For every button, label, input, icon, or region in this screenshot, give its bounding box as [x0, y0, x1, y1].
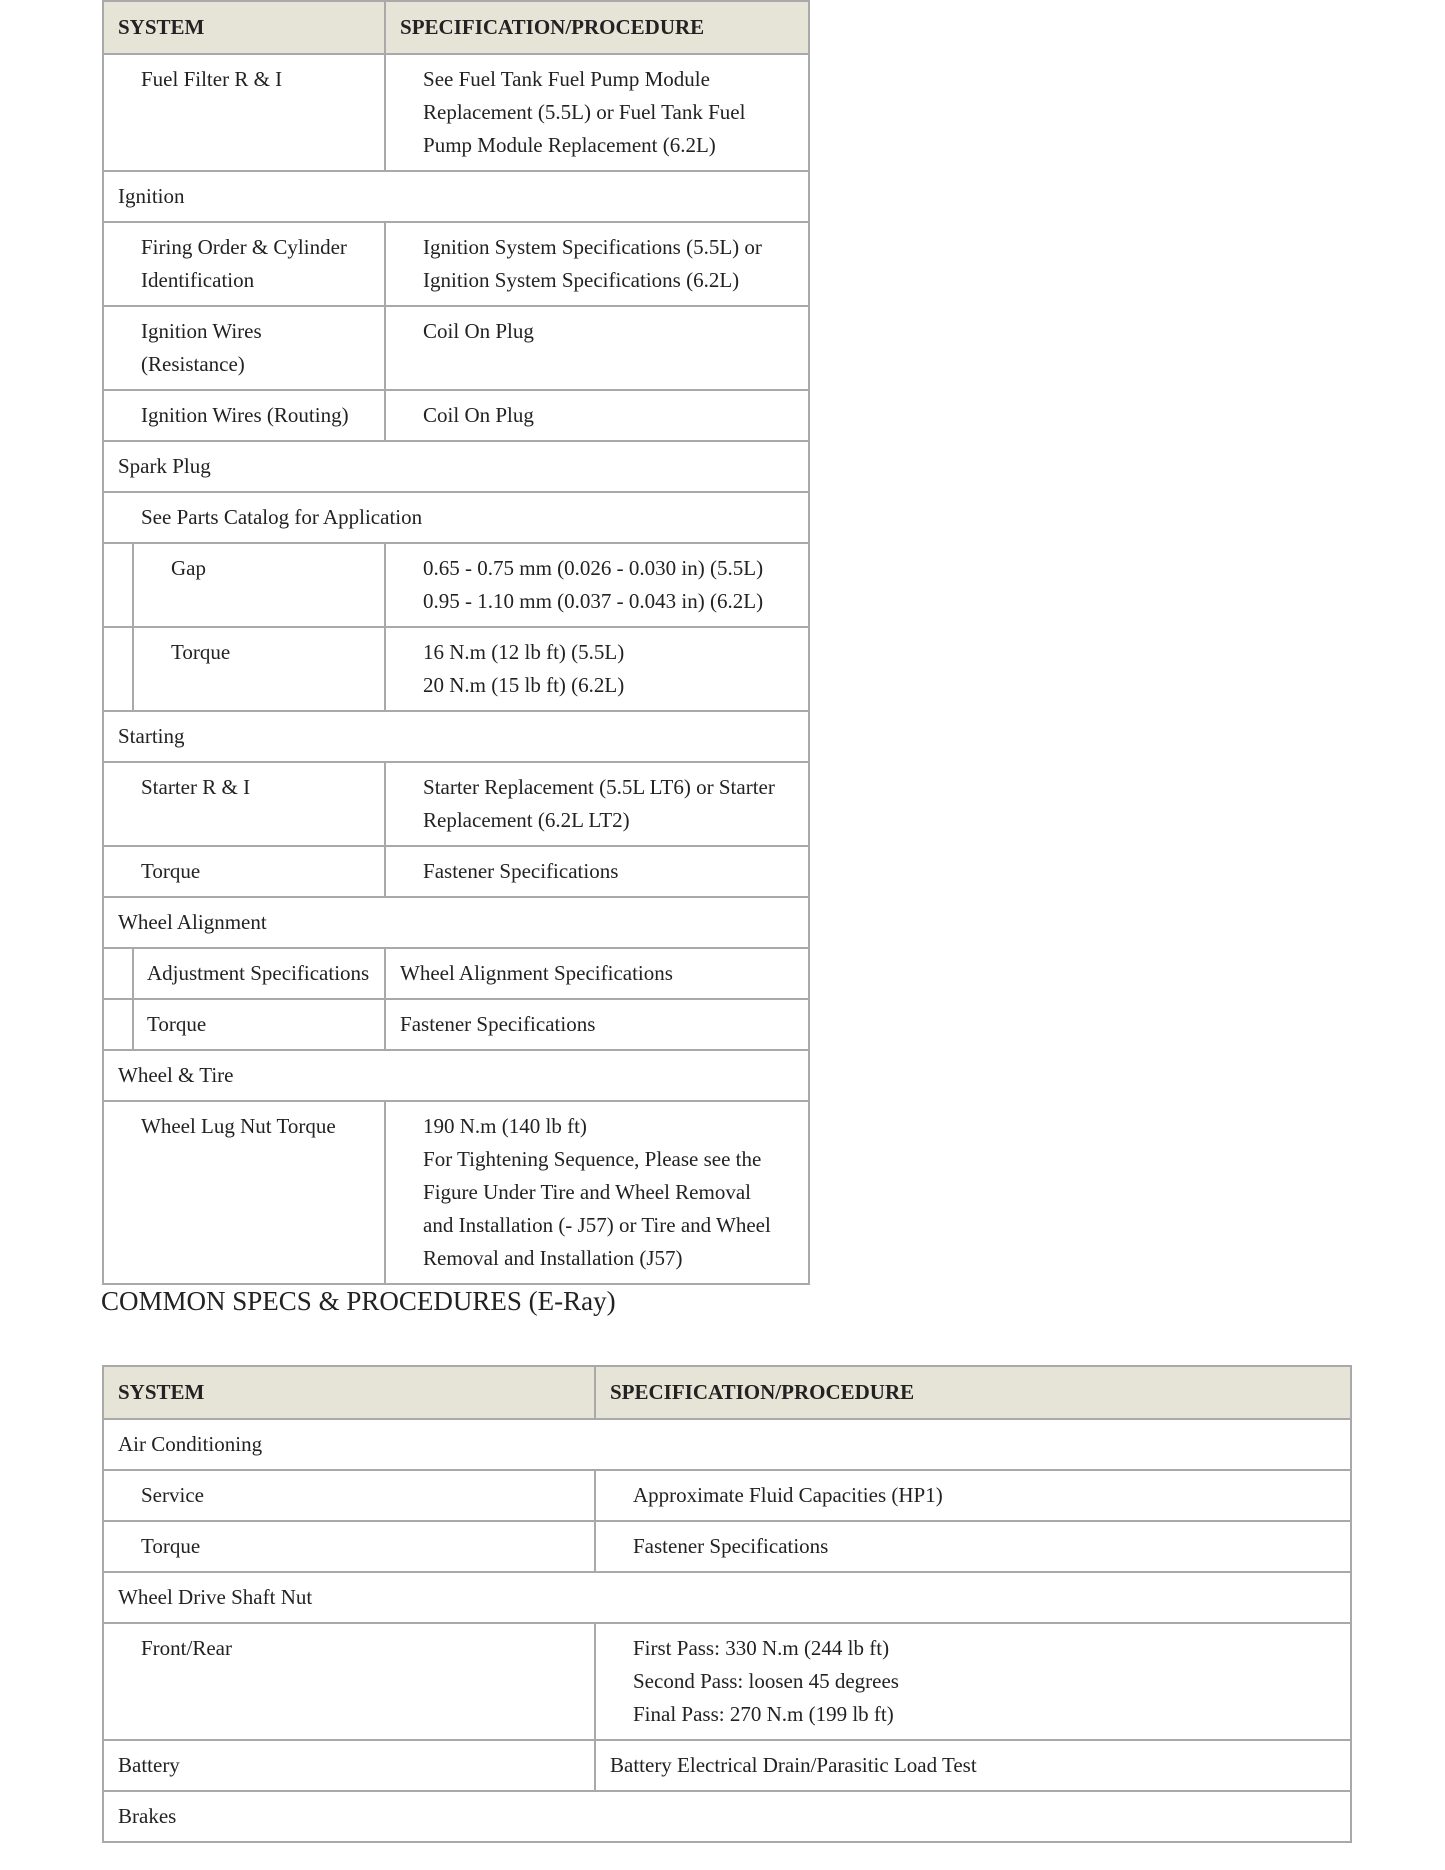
table-row	[103, 222, 809, 306]
value-line: 16 N.m (12 lb ft) (5.5L)	[423, 640, 625, 664]
section-label: Starting	[103, 711, 809, 762]
row-label: Starter R & I	[103, 762, 385, 846]
value-line: Removal and Installation (J57)	[423, 1246, 683, 1270]
value-line: Second Pass: loosen 45 degrees	[633, 1669, 899, 1693]
table-header	[103, 1366, 1351, 1419]
row-label: Torque	[103, 846, 385, 897]
table-row	[103, 390, 809, 441]
section-row	[103, 171, 809, 222]
table-row	[103, 762, 809, 846]
table-row	[103, 999, 809, 1050]
value-line: Starter Replacement (5.5L LT6) or Starter	[423, 775, 775, 799]
row-value: Fastener Specifications	[595, 1521, 1351, 1572]
header-system: SYSTEM	[103, 1366, 595, 1419]
value-line: Ignition System Specifications (5.5L) or	[423, 235, 762, 259]
value-line: First Pass: 330 N.m (244 lb ft)	[633, 1636, 890, 1660]
table-header	[103, 1, 809, 54]
value-line: Final Pass: 270 N.m (199 lb ft)	[633, 1702, 894, 1726]
section-label: Brakes	[103, 1791, 1351, 1842]
row-label: Gap	[133, 543, 385, 627]
row-label: Torque	[133, 627, 385, 711]
section-row	[103, 897, 809, 948]
row-value: Approximate Fluid Capacities (HP1)	[595, 1470, 1351, 1521]
indent-rail	[103, 948, 133, 999]
section-row	[103, 711, 809, 762]
row-label: Service	[103, 1470, 595, 1521]
table-row	[103, 1740, 1351, 1791]
row-value: Battery Electrical Drain/Parasitic Load Test	[595, 1740, 1351, 1791]
row-value	[595, 1623, 1351, 1740]
row-value	[385, 543, 809, 627]
table-row	[103, 1623, 1351, 1740]
table-row	[103, 306, 809, 390]
value-line: Pump Module Replacement (6.2L)	[423, 133, 716, 157]
table-row	[103, 1470, 1351, 1521]
section-label: Wheel Drive Shaft Nut	[103, 1572, 1351, 1623]
value-line: Figure Under Tire and Wheel Removal	[423, 1180, 751, 1204]
row-value	[385, 1101, 809, 1284]
value-line: 190 N.m (140 lb ft)	[423, 1114, 587, 1138]
value-line: and Installation (- J57) or Tire and Wheel	[423, 1213, 771, 1237]
table-row	[103, 1101, 809, 1284]
spec-table-2	[102, 1365, 1352, 1843]
table-row	[103, 543, 809, 627]
indent-rail	[103, 999, 133, 1050]
value-line: 0.65 - 0.75 mm (0.026 - 0.030 in) (5.5L)	[423, 556, 764, 580]
value-line: Ignition System Specifications (6.2L)	[423, 268, 740, 292]
value-line: For Tightening Sequence, Please see the	[423, 1147, 762, 1171]
table-row	[103, 1521, 1351, 1572]
value-line: Replacement (6.2L LT2)	[423, 808, 630, 832]
value-line: 20 N.m (15 lb ft) (6.2L)	[423, 673, 625, 697]
table-row	[103, 948, 809, 999]
section-row	[103, 1419, 1351, 1470]
header-system: SYSTEM	[103, 1, 385, 54]
row-label: Ignition Wires (Routing)	[103, 390, 385, 441]
subsection-label: See Parts Catalog for Application	[103, 492, 809, 543]
section-label: Ignition	[103, 171, 809, 222]
section-row	[103, 1572, 1351, 1623]
subsection-row	[103, 492, 809, 543]
section-label: Wheel & Tire	[103, 1050, 809, 1101]
row-value: Coil On Plug	[385, 390, 809, 441]
section-label: Spark Plug	[103, 441, 809, 492]
section-row	[103, 1791, 1351, 1842]
row-label: Adjustment Specifications	[133, 948, 385, 999]
row-value: Fastener Specifications	[385, 999, 809, 1050]
row-label: Torque	[103, 1521, 595, 1572]
value-line: 0.95 - 1.10 mm (0.037 - 0.043 in) (6.2L)	[423, 589, 764, 613]
section-heading: COMMON SPECS & PROCEDURES (E-Ray)	[101, 1286, 616, 1316]
row-value: Wheel Alignment Specifications	[385, 948, 809, 999]
row-value	[385, 627, 809, 711]
header-spec: SPECIFICATION/PROCEDURE	[595, 1366, 1351, 1419]
table-row	[103, 54, 809, 171]
row-value: Fastener Specifications	[385, 846, 809, 897]
row-label: Firing Order & Cylinder Identification	[103, 222, 385, 306]
value-line: See Fuel Tank Fuel Pump Module	[423, 67, 710, 91]
section-row	[103, 1050, 809, 1101]
section-row	[103, 441, 809, 492]
indent-rail	[103, 543, 133, 627]
row-label: Wheel Lug Nut Torque	[103, 1101, 385, 1284]
value-line: Replacement (5.5L) or Fuel Tank Fuel	[423, 100, 746, 124]
row-label: Ignition Wires (Resistance)	[103, 306, 385, 390]
row-value	[385, 54, 809, 171]
row-value	[385, 222, 809, 306]
row-value	[385, 762, 809, 846]
row-label: Torque	[133, 999, 385, 1050]
section-label: Wheel Alignment	[103, 897, 809, 948]
row-value: Coil On Plug	[385, 306, 809, 390]
table-row	[103, 846, 809, 897]
header-spec: SPECIFICATION/PROCEDURE	[385, 1, 809, 54]
section-label: Air Conditioning	[103, 1419, 1351, 1470]
spec-table-1	[102, 0, 810, 1285]
row-label: Battery	[103, 1740, 595, 1791]
table-row	[103, 627, 809, 711]
indent-rail	[103, 627, 133, 711]
row-label: Fuel Filter R & I	[103, 54, 385, 171]
row-label: Front/Rear	[103, 1623, 595, 1740]
